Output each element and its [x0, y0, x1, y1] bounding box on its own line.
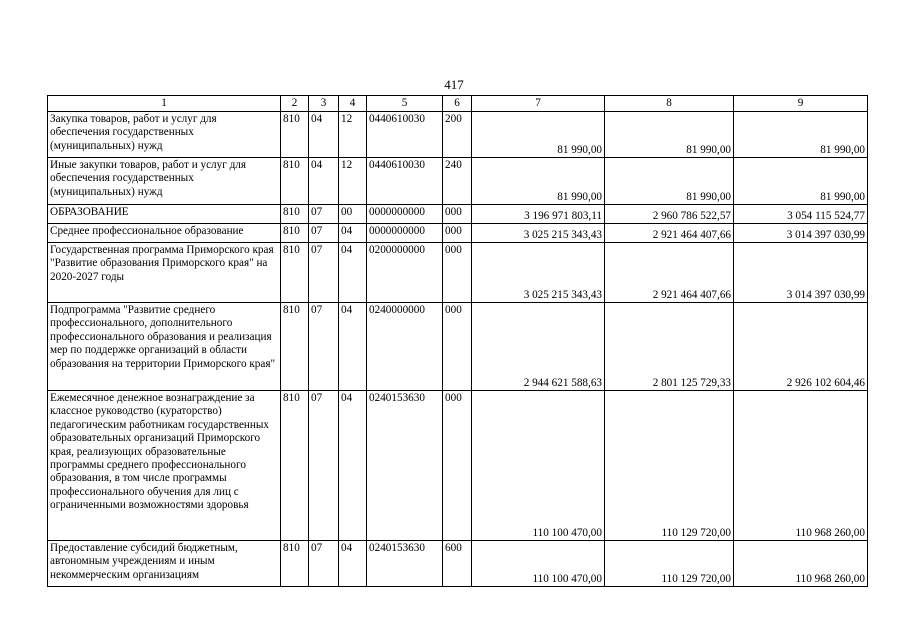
row-code-subsection: 04	[339, 541, 367, 587]
row-code-target: 0240153630	[367, 541, 443, 587]
row-amount-col9: 3 014 397 030,99	[734, 224, 868, 243]
row-amount-col8: 110 129 720,00	[605, 391, 734, 541]
row-amount-col7: 110 100 470,00	[472, 541, 605, 587]
row-name: ОБРАЗОВАНИЕ	[48, 205, 281, 224]
table-row	[48, 391, 868, 541]
row-name: Подпрограмма "Развитие среднего профессионального, дополнительного профессионального образования и реализация мер по поддержке организаций в области образования на территории Приморского края"	[48, 303, 281, 391]
row-code-section: 07	[309, 243, 339, 303]
row-amount-col7: 3 025 215 343,43	[472, 224, 605, 243]
table-row	[48, 112, 868, 158]
row-code-target: 0000000000	[367, 205, 443, 224]
row-code-expense-type: 240	[443, 158, 472, 205]
row-code-expense-type: 000	[443, 205, 472, 224]
column-header: 4	[339, 96, 367, 112]
row-code-section: 07	[309, 541, 339, 587]
row-amount-col7: 81 990,00	[472, 158, 605, 205]
row-code-target: 0240000000	[367, 303, 443, 391]
column-header: 1	[48, 96, 281, 112]
row-code-section: 04	[309, 112, 339, 158]
row-amount-col9: 3 014 397 030,99	[734, 243, 868, 303]
row-code-target: 0240153630	[367, 391, 443, 541]
row-code-subsection: 04	[339, 243, 367, 303]
row-amount-col9: 81 990,00	[734, 112, 868, 158]
row-amount-col7: 110 100 470,00	[472, 391, 605, 541]
table-header-row	[48, 96, 868, 112]
row-code-ministry: 810	[281, 541, 309, 587]
table-row	[48, 158, 868, 205]
row-code-ministry: 810	[281, 112, 309, 158]
table-row	[48, 205, 868, 224]
row-amount-col8: 2 960 786 522,57	[605, 205, 734, 224]
row-code-ministry: 810	[281, 391, 309, 541]
table-row	[48, 224, 868, 243]
row-code-expense-type: 000	[443, 243, 472, 303]
row-name: Закупка товаров, работ и услуг для обеспечения государственных (муниципальных) нужд	[48, 112, 281, 158]
row-code-expense-type: 200	[443, 112, 472, 158]
row-amount-col8: 2 801 125 729,33	[605, 303, 734, 391]
row-amount-col9: 110 968 260,00	[734, 391, 868, 541]
column-header: 9	[734, 96, 868, 112]
row-code-target: 0440610030	[367, 112, 443, 158]
row-amount-col8: 2 921 464 407,66	[605, 243, 734, 303]
row-amount-col9: 110 968 260,00	[734, 541, 868, 587]
row-code-target: 0440610030	[367, 158, 443, 205]
row-code-subsection: 04	[339, 303, 367, 391]
row-amount-col8: 81 990,00	[605, 158, 734, 205]
row-code-ministry: 810	[281, 303, 309, 391]
row-code-subsection: 12	[339, 112, 367, 158]
column-header: 3	[309, 96, 339, 112]
row-code-subsection: 04	[339, 224, 367, 243]
row-amount-col8: 110 129 720,00	[605, 541, 734, 587]
row-name: Среднее профессиональное образование	[48, 224, 281, 243]
row-code-subsection: 04	[339, 391, 367, 541]
row-code-ministry: 810	[281, 243, 309, 303]
row-code-expense-type: 000	[443, 303, 472, 391]
row-code-target: 0200000000	[367, 243, 443, 303]
column-header: 6	[443, 96, 472, 112]
table-row	[48, 541, 868, 587]
row-name: Государственная программа Приморского края "Развитие образования Приморского края" на 2020-2027 годы	[48, 243, 281, 303]
row-amount-col9: 3 054 115 524,77	[734, 205, 868, 224]
row-code-ministry: 810	[281, 224, 309, 243]
row-code-section: 07	[309, 224, 339, 243]
column-header: 8	[605, 96, 734, 112]
row-code-section: 07	[309, 391, 339, 541]
column-header: 7	[472, 96, 605, 112]
row-code-expense-type: 000	[443, 224, 472, 243]
row-code-subsection: 00	[339, 205, 367, 224]
row-code-section: 04	[309, 158, 339, 205]
row-amount-col7: 2 944 621 588,63	[472, 303, 605, 391]
row-code-expense-type: 600	[443, 541, 472, 587]
page-number: 417	[444, 77, 464, 92]
row-code-ministry: 810	[281, 205, 309, 224]
row-amount-col7: 3 196 971 803,11	[472, 205, 605, 224]
row-amount-col8: 2 921 464 407,66	[605, 224, 734, 243]
row-code-ministry: 810	[281, 158, 309, 205]
row-code-section: 07	[309, 303, 339, 391]
row-amount-col9: 81 990,00	[734, 158, 868, 205]
table-row	[48, 303, 868, 391]
column-header: 5	[367, 96, 443, 112]
column-header: 2	[281, 96, 309, 112]
row-amount-col7: 3 025 215 343,43	[472, 243, 605, 303]
row-code-target: 0000000000	[367, 224, 443, 243]
row-code-expense-type: 000	[443, 391, 472, 541]
row-code-section: 07	[309, 205, 339, 224]
row-amount-col8: 81 990,00	[605, 112, 734, 158]
row-name: Ежемесячное денежное вознаграждение за классное руководство (кураторство) педагогическим работникам государственных образовательных организаций Приморского края, реализующих образовательные программы среднего профессионального образования, в том числе программы профессионального обучения для лиц с ограниченными возможностями здоровья	[48, 391, 281, 541]
row-code-subsection: 12	[339, 158, 367, 205]
row-amount-col7: 81 990,00	[472, 112, 605, 158]
row-amount-col9: 2 926 102 604,46	[734, 303, 868, 391]
budget-table	[47, 95, 868, 587]
table-row	[48, 243, 868, 303]
row-name: Предоставление субсидий бюджетным, автономным учреждениям и иным некоммерческим организациям	[48, 541, 281, 587]
row-name: Иные закупки товаров, работ и услуг для обеспечения государственных (муниципальных) нужд	[48, 158, 281, 205]
